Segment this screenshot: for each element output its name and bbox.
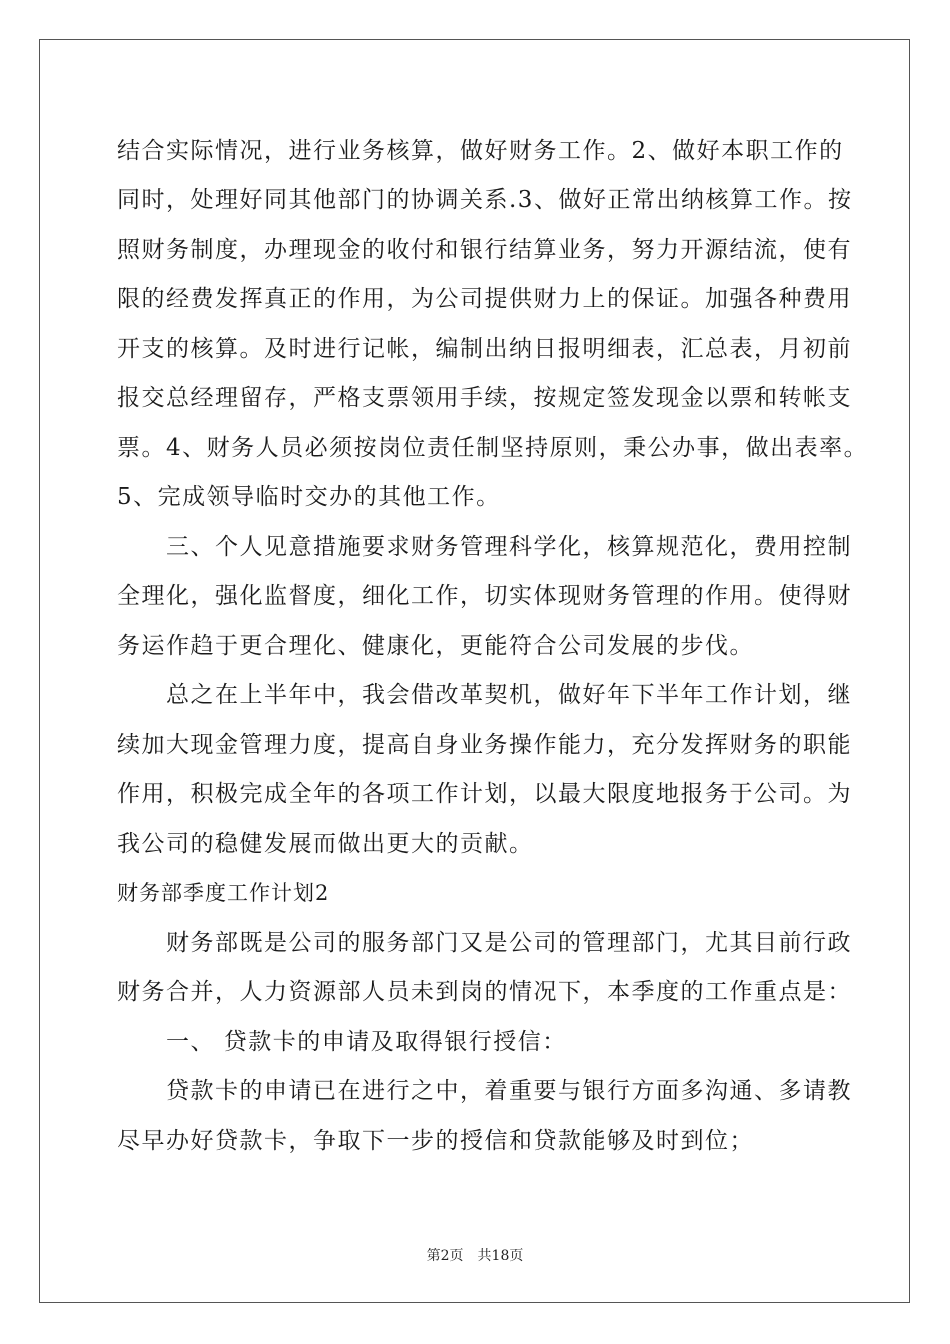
page-number-footer: 第2页 共18页 [426, 1248, 524, 1264]
text-line: 财务合并，人力资源部人员未到岗的情况下，本季度的工作重点是： [117, 979, 852, 1005]
text-line: 限的经费发挥真正的作用，为公司提供财力上的保证。加强各种费用 [117, 286, 852, 312]
text-line: 三、个人见意措施要求财务管理科学化，核算规范化，费用控制 [117, 534, 852, 560]
text-line: 贷款卡的申请已在进行之中，着重要与银行方面多沟通、多请教 [117, 1078, 852, 1104]
text-line: 票。4、财务人员必须按岗位责任制坚持原则，秉公办事，做出表率。 [117, 435, 869, 461]
text-line: 财务部既是公司的服务部门又是公司的管理部门，尤其目前行政 [117, 930, 852, 956]
text-line: 续加大现金管理力度，提高自身业务操作能力，充分发挥财务的职能 [117, 732, 852, 758]
text-line: 我公司的稳健发展而做出更大的贡献。 [117, 831, 534, 857]
text-line: 同时，处理好同其他部门的协调关系.3、做好正常出纳核算工作。按 [117, 187, 853, 213]
section-heading: 财务部季度工作计划2 [117, 881, 330, 905]
text-line: 一、 贷款卡的申请及取得银行授信： [117, 1029, 567, 1055]
page-border [39, 39, 910, 1303]
text-line: 结合实际情况，进行业务核算，做好财务工作。2、做好本职工作的 [117, 138, 844, 164]
text-line: 全理化，强化监督度，细化工作，切实体现财务管理的作用。使得财 [117, 583, 852, 609]
text-line: 开支的核算。及时进行记帐，编制出纳日报明细表，汇总表，月初前 [117, 336, 852, 362]
text-line: 5、完成领导临时交办的其他工作。 [117, 484, 501, 510]
text-line: 照财务制度，办理现金的收付和银行结算业务，努力开源结流，使有 [117, 237, 852, 263]
text-line: 总之在上半年中，我会借改革契机，做好年下半年工作计划，继 [117, 682, 852, 708]
text-line: 务运作趋于更合理化、健康化，更能符合公司发展的步伐。 [117, 633, 754, 659]
text-line: 作用，积极完成全年的各项工作计划，以最大限度地报务于公司。为 [117, 781, 852, 807]
text-line: 报交总经理留存，严格支票领用手续，按规定签发现金以票和转帐支 [117, 385, 852, 411]
text-line: 尽早办好贷款卡，争取下一步的授信和贷款能够及时到位； [117, 1128, 754, 1154]
